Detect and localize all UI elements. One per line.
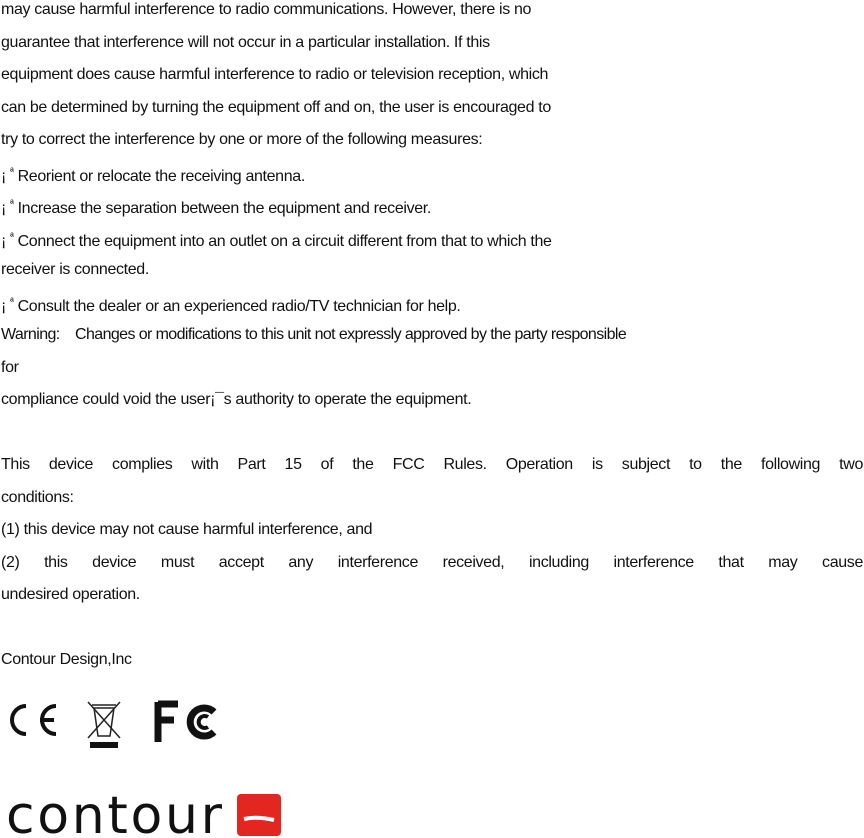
bullet-mark: ¡	[1, 200, 6, 217]
text-line: can be determined by turning the equipment off and on, the user is encouraged to	[1, 98, 551, 116]
bullet-sup: ª	[10, 296, 14, 308]
text-line: try to correct the interference by one or more of the following measures:	[1, 131, 483, 148]
fcc-statement: This device complies with Part 15 of the FCC Rules. Operation is subject to the following two	[1, 456, 863, 473]
certification-logos	[6, 698, 226, 752]
warning-line: Warning: Changes or modifications to this unit not expressly approved by the party responsible	[1, 326, 627, 343]
text-line: may cause harmful interference to radio communications. However, there is no	[1, 1, 532, 18]
text-line: receiver is connected.	[1, 261, 149, 278]
text-line: for	[1, 358, 19, 376]
condition-2: (2) this device must accept any interference received, including interference that may cause	[1, 553, 863, 571]
condition-1: (1) this device may not cause harmful interference, and	[1, 521, 373, 538]
contour-logo	[6, 783, 286, 837]
contour-wordmark: contour	[6, 786, 221, 837]
bullet-mark: ¡	[1, 167, 6, 185]
document-body	[1, 0, 863, 677]
text-line: conditions:	[1, 488, 74, 506]
text-line: equipment does cause harmful interference to radio or television reception, which	[1, 66, 549, 83]
blank-line	[1, 417, 863, 450]
measure-item	[1, 287, 863, 320]
bullet-mark: ¡	[1, 232, 6, 250]
text-line: guarantee that interference will not occur in a particular installation. If this	[1, 33, 490, 51]
text-line: compliance could void the user¡¯s authority to operate the equipment.	[1, 391, 472, 408]
bullet-sup: ª	[10, 166, 14, 178]
contour-brand-icon	[237, 794, 281, 836]
fcc-mark-icon	[158, 702, 214, 742]
ce-mark-icon	[12, 706, 56, 734]
text-line: undesired operation.	[1, 586, 140, 603]
company-name: Contour Design,Inc	[1, 651, 132, 668]
measure-text: Consult the dealer or an experienced radio/TV technician for help.	[17, 297, 461, 315]
bullet-mark: ¡	[1, 297, 6, 315]
measure-text: Increase the separation between the equipment and receiver.	[17, 200, 431, 217]
measure-item	[1, 157, 863, 190]
measure-text: Connect the equipment into an outlet on a circuit different from that to which the	[17, 232, 552, 250]
bullet-sup: ª	[10, 199, 14, 210]
blank-line	[1, 612, 863, 645]
weee-bin-icon	[88, 702, 120, 748]
measure-item	[1, 222, 863, 255]
measure-item	[1, 189, 863, 222]
bullet-sup: ª	[10, 231, 14, 243]
measure-text: Reorient or relocate the receiving antenna.	[17, 167, 305, 185]
